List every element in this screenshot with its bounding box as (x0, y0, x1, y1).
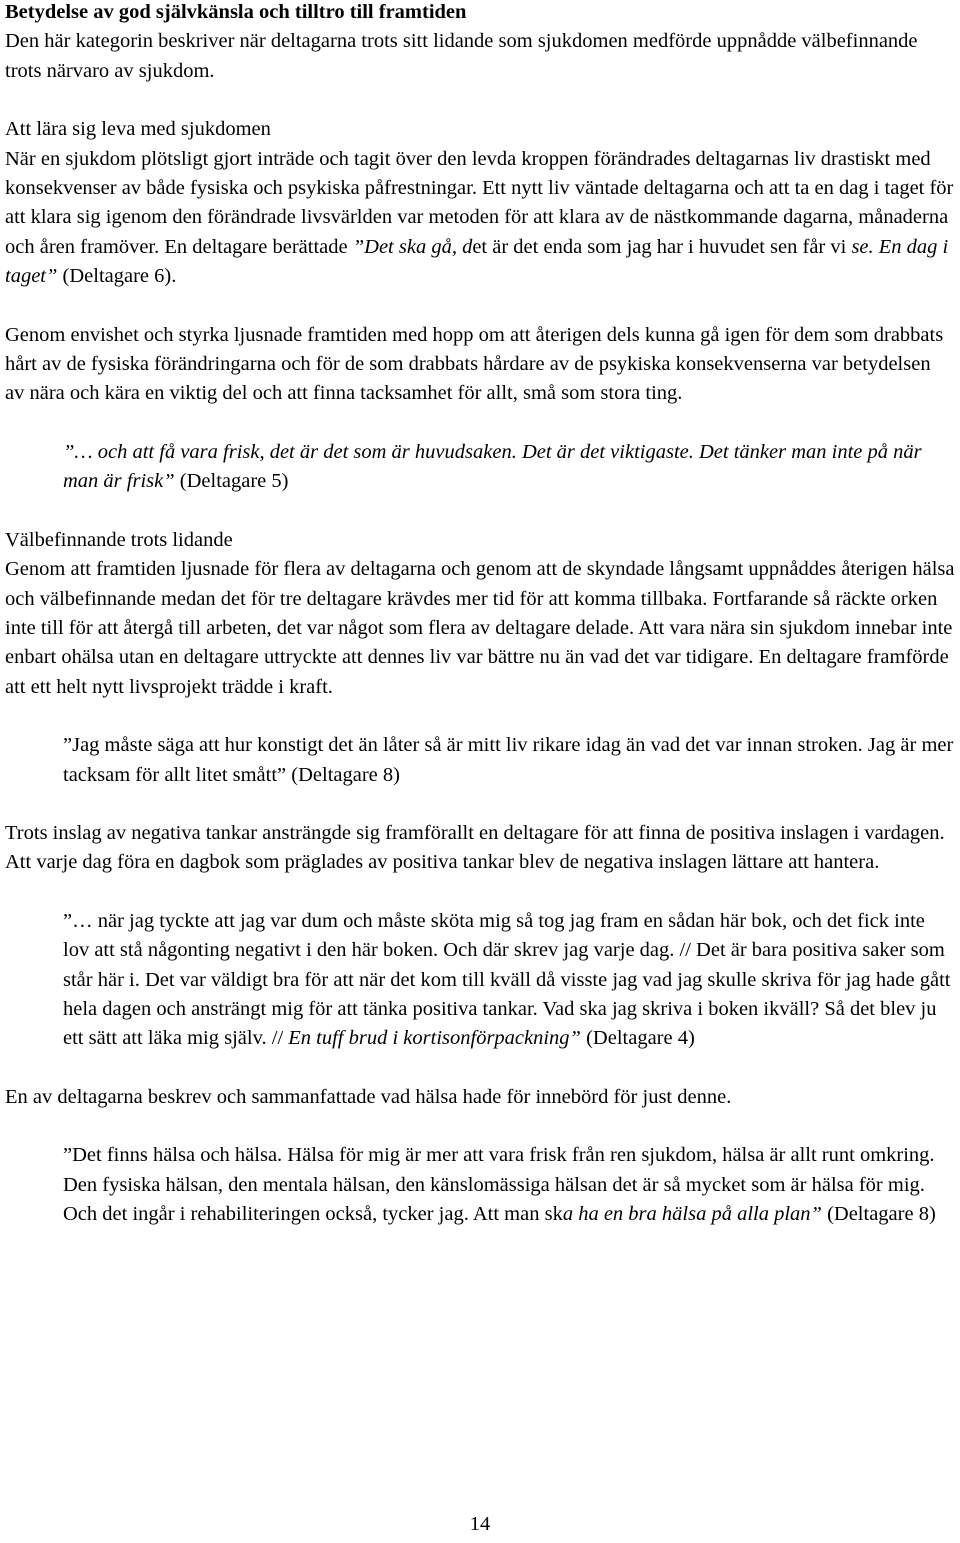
document-page (5, 0, 955, 1229)
paragraph-new-life (5, 145, 955, 292)
inline-quote-part1: ”Det ska gå, d (352, 235, 473, 258)
block-quote-participant-8-health (63, 1141, 955, 1229)
paragraph-wellbeing: Genom att framtiden ljusnade för flera av deltagarna och genom att de skyndade långsamt uppnåddes återigen hälsa och välbefinnande medan det för tre deltagare krävdes mer tid för att komma tillbaka. Fortfarande så räckte orken inte till för att återgå till arbeten, det var något som flera av deltagare delade. Att vara nära sin sjukdom innebar inte enbart ohälsa utan en deltagare uttryckte att dennes liv var bättre nu än vad det var tidigare. En deltagare framförde att ett helt nytt livsprojekt trädde i kraft. (5, 558, 955, 698)
block-quote-participant-4-diary (63, 907, 955, 1054)
paragraph-health-summary: En av deltagarna beskrev och sammanfattade vad hälsa hade för innebörd för just denne. (5, 1085, 732, 1108)
inline-quote-part2: se. En dag i taget” (5, 235, 949, 288)
paragraph-new-life-mid: et är det enda som jag har i huvudet sen får vi (472, 235, 852, 258)
subsection-title-living-with-illness: Att lära sig leva med sjukdomen (5, 118, 271, 141)
block-quote-participant-5 (63, 438, 955, 497)
block-quote-italic-text: En tuff brud i kortisonförpackning” (288, 1027, 581, 1050)
subsection-title-wellbeing: Välbefinnande trots lidande (5, 528, 233, 551)
citation-participant-4: (Deltagare 4) (580, 1027, 695, 1050)
citation-participant-5: (Deltagare 5) (174, 470, 289, 493)
section-heading-self-esteem: Betydelse av god självkänsla och tilltro till framtiden (5, 1, 467, 23)
page-number: 14 (469, 1513, 491, 1535)
block-quote-text: ”… och att få vara frisk, det är det som är huvudsaken. Det är det viktigaste. Det tänker man inte på när man är frisk” (63, 440, 922, 493)
paragraph-positive-thoughts: Trots inslag av negativa tankar ansträngde sig framförallt en deltagare för att finna de positiva inslagen i vardagen. Att varje dag föra en dagbok som präglades av positiva tankar blev de negativa inslagen lättare att hantera. (5, 821, 945, 874)
citation-participant-6: (Deltagare 6). (57, 265, 177, 288)
citation-participant-8: (Deltagare 8) (821, 1203, 936, 1225)
block-quote-italic-text: a ha en bra hälsa på alla plan” (562, 1203, 822, 1225)
section-intro-paragraph: Den här kategorin beskriver när deltagarna trots sitt lidande som sjukdomen medförde uppnådde välbefinnande trots närvaro av sjukdom. (5, 30, 918, 82)
block-quote-text: ”… när jag tyckte att jag var dum och måste sköta mig så tog jag fram en sådan här bok, och det fick inte lov att stå någonting negativt i den här boken. Och där skrev jag varje dag. // Det är bara positiva saker som står här i. Det var väldigt bra för att när det kom till kväll då visste jag vad jag skulle skriva för jag hade gått hela dagen och ansträngt mig för att tänka positiva tankar. Vad ska jag skriva i boken ikväll? Så det blev ju ett sätt att läka mig själv. // (63, 909, 951, 1050)
block-quote-text: ”Det finns hälsa och hälsa. Hälsa för mig är mer att vara frisk från ren sjukdom, hälsa är allt runt omkring. Den fysiska hälsan, den mentala hälsan, den känslomässiga hälsan det är så mycket som är hälsa för mig. Och det ingår i rehabiliteringen också, tycker jag. Att man sk (63, 1144, 935, 1225)
block-quote-text: ”Jag måste säga att hur konstigt det än låter så är mitt liv rikare idag än vad det var innan stroken. Jag är mer tacksam för allt litet smått” (63, 734, 954, 786)
block-quote-participant-8-stroke (63, 731, 955, 790)
paragraph-perseverance: Genom envishet och styrka ljusnade framtiden med hopp om att återigen dels kunna gå igen för dem som drabbats hårt av de fysiska förändringarna och för de som drabbats hårdare av de psykiska konsekvenserna var betydelsen av nära och kära en viktig del och att finna tacksamhet för allt, små som stora ting. (5, 323, 944, 405)
paragraph-new-life-text: När en sjukdom plötsligt gjort inträde och tagit över den levda kroppen förändrades deltagarnas liv drastiskt med konsekvenser av både fysiska och psykiska påfrestningar. Ett nytt liv väntade deltagarna och att ta en dag i taget för att klara sig igenom den förändrade livsvärlden var metoden för att klara av de nästkommande dagarna, månaderna och åren framöver. En deltagare berättade (5, 147, 954, 258)
citation-participant-8: (Deltagare 8) (286, 763, 400, 786)
